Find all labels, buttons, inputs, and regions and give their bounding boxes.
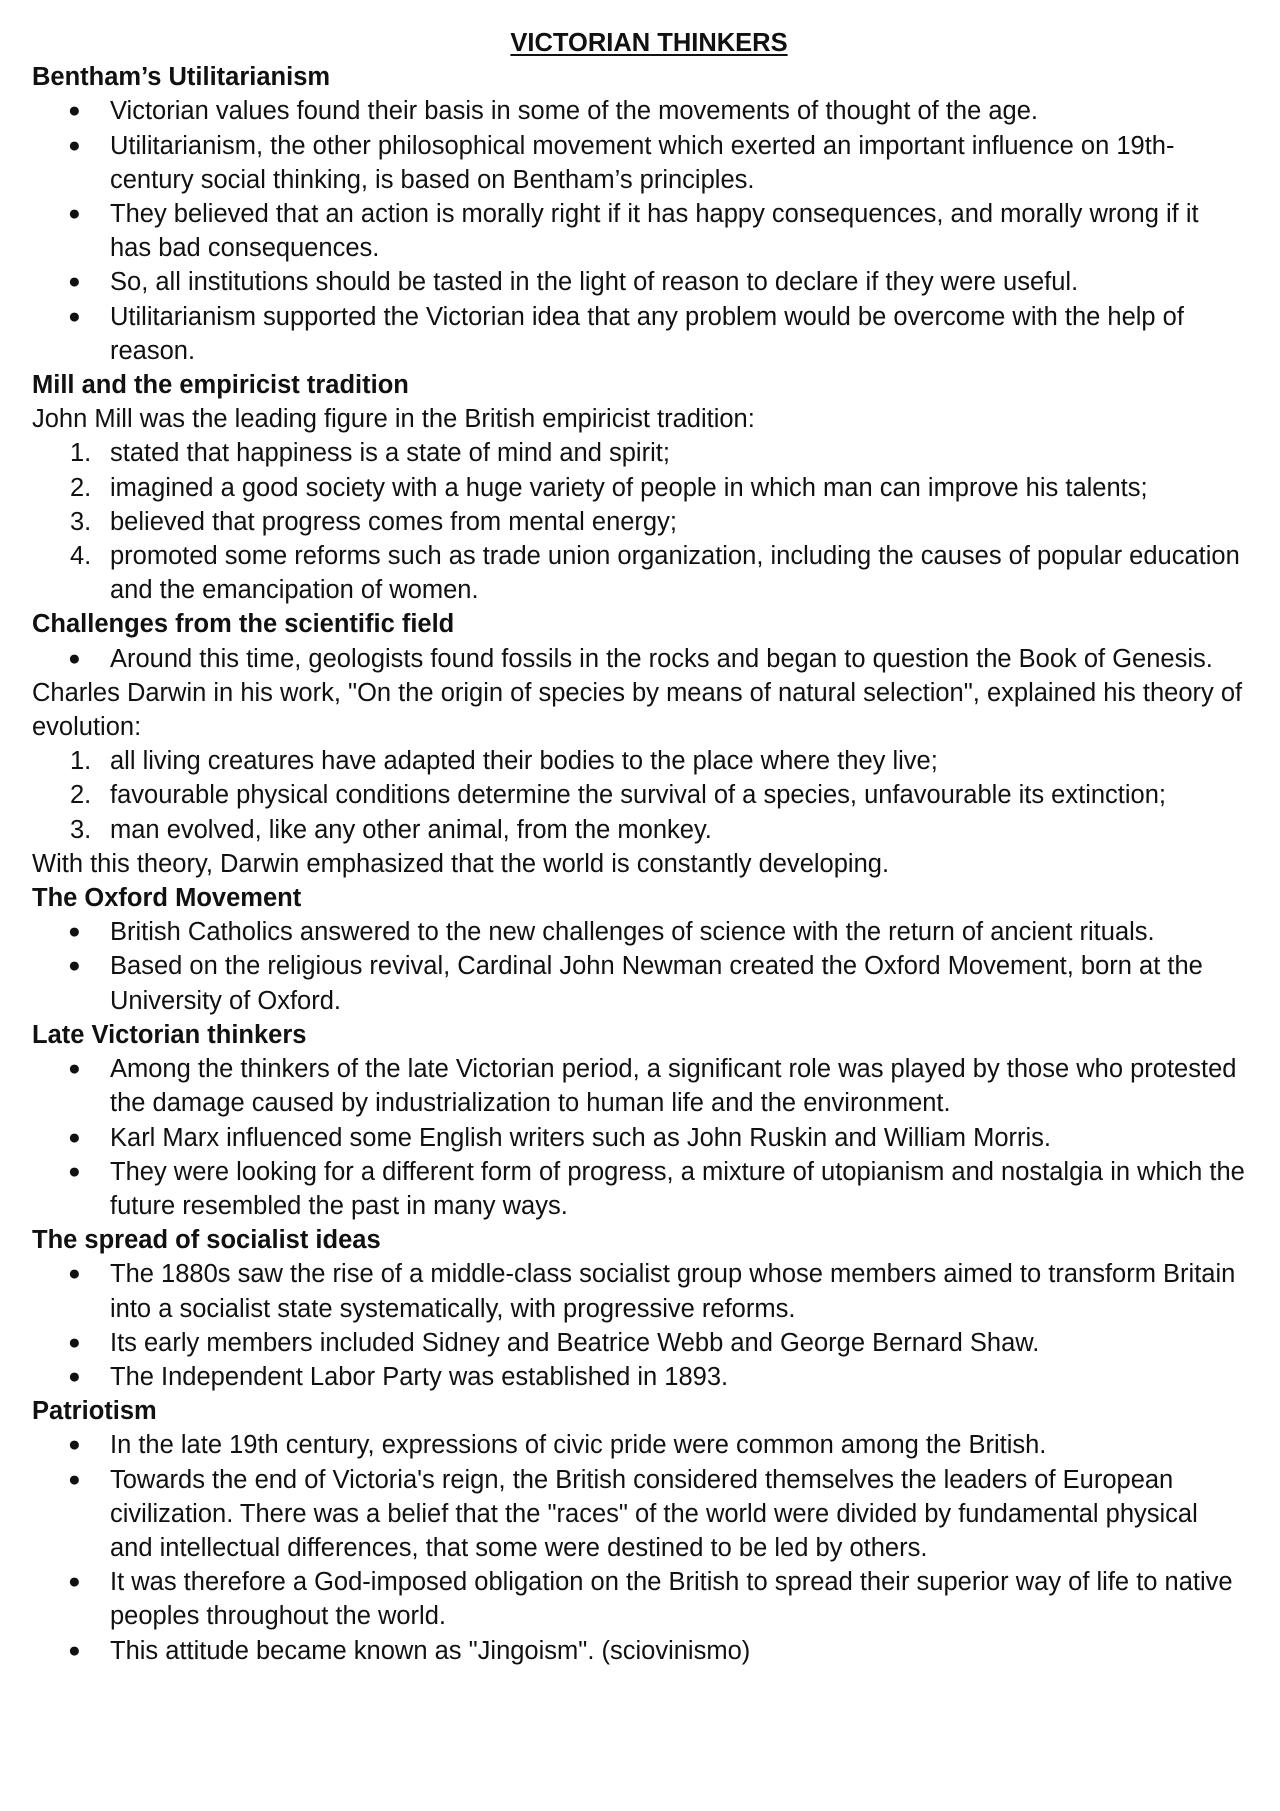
list-item: ● The Independent Labor Party was established in 1893. <box>32 1360 1246 1394</box>
bullet-list-socialist <box>32 1257 1246 1394</box>
list-item: ● They were looking for a different form of progress, a mixture of utopianism and nostalgia in which the future resembled the past in many ways. <box>32 1155 1246 1223</box>
bullet-list-late-victorian <box>32 1052 1246 1223</box>
list-item: ● So, all institutions should be tasted in the light of reason to declare if they were useful. <box>32 265 1246 299</box>
number-marker: 1. <box>70 439 92 468</box>
list-item: ● Utilitarianism, the other philosophical movement which exerted an important influence on 19th-century social thinking, is based on Bentham’s principles. <box>32 129 1246 197</box>
bullet-marker: ● <box>68 1125 81 1149</box>
bullet-marker: ● <box>68 202 81 226</box>
list-item: 3. believed that progress comes from mental energy; <box>32 505 1246 539</box>
bullet-marker: ● <box>68 304 81 328</box>
list-item: ● Its early members included Sidney and Beatrice Webb and George Bernard Shaw. <box>32 1326 1246 1360</box>
list-item: ● In the late 19th century, expressions of civic pride were common among the British. <box>32 1428 1246 1462</box>
bullet-marker: ● <box>68 954 81 978</box>
list-item: ● Victorian values found their basis in some of the movements of thought of the age. <box>32 94 1246 128</box>
list-item: 2. favourable physical conditions determine the survival of a species, unfavourable its extinction; <box>32 778 1246 812</box>
bullet-marker: ● <box>68 920 81 944</box>
bullet-marker: ● <box>68 1057 81 1081</box>
number-marker: 3. <box>70 815 92 844</box>
section-heading-oxford: The Oxford Movement <box>32 884 302 913</box>
list-item: 1. stated that happiness is a state of mind and spirit; <box>32 436 1246 470</box>
section-heading-bentham: Bentham’s Utilitarianism <box>32 63 331 92</box>
list-item: 2. imagined a good society with a huge variety of people in which man can improve his talents; <box>32 471 1246 505</box>
list-item: ● They believed that an action is morally right if it has happy consequences, and morally wrong if it has bad consequences. <box>32 197 1246 265</box>
mill-intro: John Mill was the leading figure in the British empiricist tradition: <box>32 405 755 434</box>
section-heading-mill: Mill and the empiricist tradition <box>32 371 409 400</box>
list-item: ● Utilitarianism supported the Victorian idea that any problem would be overcome with the help of reason. <box>32 300 1246 368</box>
numbered-list-mill <box>32 436 1246 607</box>
bullet-list-oxford <box>32 915 1246 1018</box>
number-marker: 2. <box>70 781 92 810</box>
number-marker: 2. <box>70 473 92 502</box>
list-item: ● Among the thinkers of the late Victorian period, a significant role was played by those who protested the damage caused by industrialization to human life and the environment. <box>32 1052 1246 1120</box>
list-item: ● Towards the end of Victoria's reign, the British considered themselves the leaders of European civilization. There was a belief that the "races" of the world were divided by fundamental physical and intellectual differences, that some were destined to be led by others. <box>32 1463 1246 1566</box>
list-item: ● Based on the religious revival, Cardinal John Newman created the Oxford Movement, born at the University of Oxford. <box>32 949 1246 1017</box>
bullet-marker: ● <box>68 1159 81 1183</box>
section-heading-science: Challenges from the scientific field <box>32 610 455 639</box>
bullet-marker: ● <box>68 1262 81 1286</box>
list-item: ● Around this time, geologists found fossils in the rocks and began to question the Book of Genesis. <box>32 642 1246 676</box>
number-marker: 3. <box>70 507 92 536</box>
list-item: ● Karl Marx influenced some English writers such as John Ruskin and William Morris. <box>32 1121 1246 1155</box>
bullet-marker: ● <box>68 133 81 157</box>
list-item: ● This attitude became known as "Jingoism". (sciovinismo) <box>32 1634 1246 1668</box>
bullet-marker: ● <box>68 270 81 294</box>
bullet-marker: ● <box>68 1364 81 1388</box>
bullet-list-bentham <box>32 94 1246 368</box>
page-title: VICTORIAN THINKERS <box>510 29 788 57</box>
bullet-marker: ● <box>68 99 81 123</box>
number-marker: 1. <box>70 747 92 776</box>
numbered-list-darwin <box>32 744 1246 847</box>
bullet-list-science <box>32 642 1246 676</box>
bullet-marker: ● <box>68 1570 81 1594</box>
list-item: ● British Catholics answered to the new challenges of science with the return of ancient rituals. <box>32 915 1246 949</box>
list-item: 1. all living creatures have adapted their bodies to the place where they live; <box>32 744 1246 778</box>
number-marker: 4. <box>70 542 92 571</box>
bullet-list-patriotism <box>32 1428 1246 1667</box>
list-item: ● The 1880s saw the rise of a middle-class socialist group whose members aimed to transform Britain into a socialist state systematically, with progressive reforms. <box>32 1257 1246 1325</box>
section-heading-late-victorian: Late Victorian thinkers <box>32 1020 307 1049</box>
list-item: 3. man evolved, like any other animal, from the monkey. <box>32 813 1246 847</box>
section-heading-socialist: The spread of socialist ideas <box>32 1226 381 1255</box>
bullet-marker: ● <box>68 646 81 670</box>
darwin-intro: Charles Darwin in his work, "On the origin of species by means of natural selection", explained his theory of evolution: <box>32 678 1243 742</box>
list-item: ● It was therefore a God-imposed obligation on the British to spread their superior way of life to native peoples throughout the world. <box>32 1565 1246 1633</box>
list-item: 4. promoted some reforms such as trade union organization, including the causes of popular education and the emancipation of women. <box>32 539 1246 607</box>
bullet-marker: ● <box>68 1467 81 1491</box>
bullet-marker: ● <box>68 1433 81 1457</box>
darwin-outro: With this theory, Darwin emphasized that the world is constantly developing. <box>32 849 890 878</box>
bullet-marker: ● <box>68 1330 81 1354</box>
section-heading-patriotism: Patriotism <box>32 1397 157 1426</box>
bullet-marker: ● <box>68 1638 81 1662</box>
